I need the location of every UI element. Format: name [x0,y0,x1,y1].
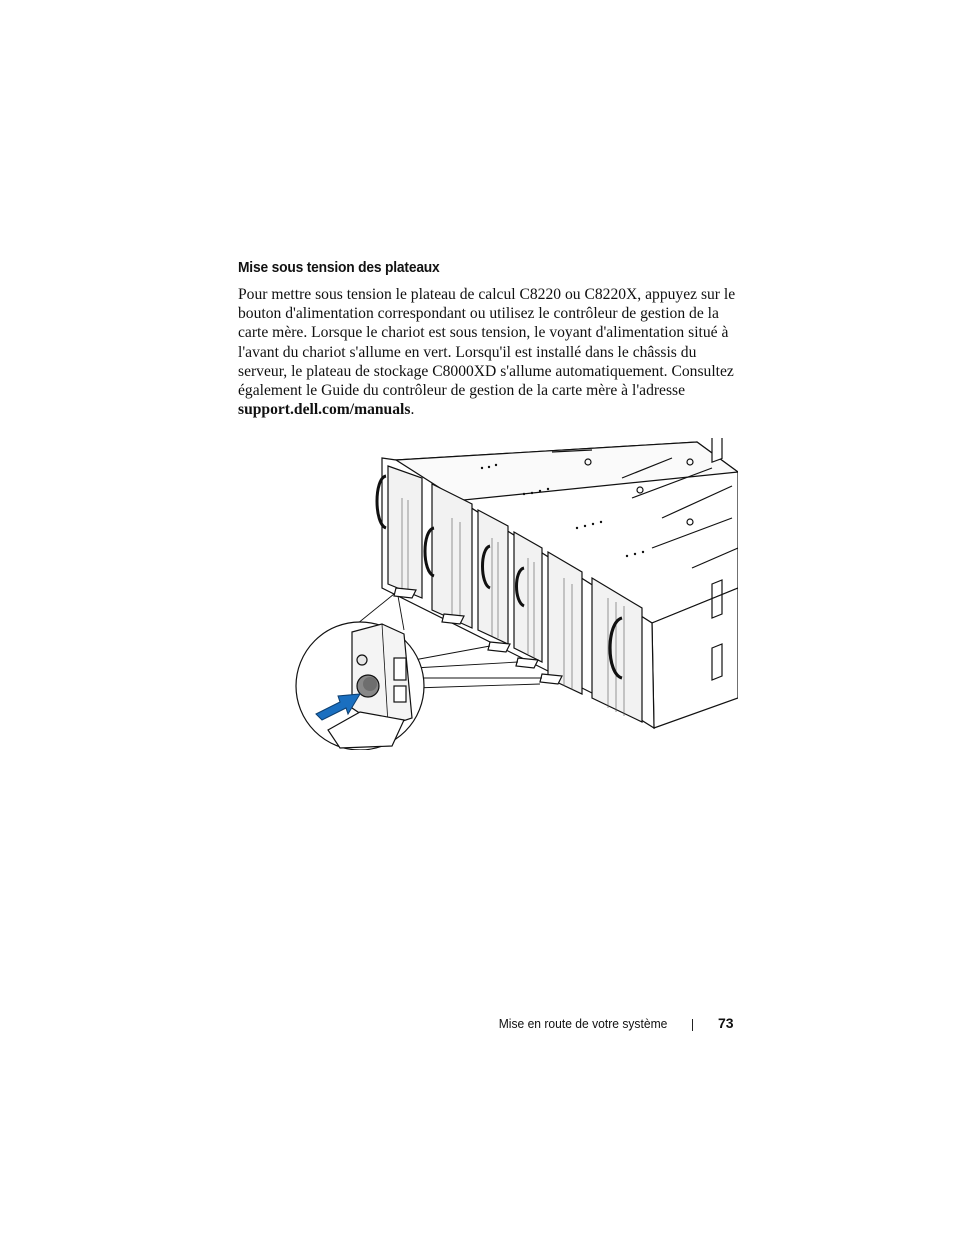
page-number: 73 [718,1015,734,1031]
manuals-link[interactable]: support.dell.com/manuals [238,401,411,419]
section-heading: Mise sous tension des plateaux [238,259,440,276]
body-paragraph [238,285,738,419]
paragraph-text: Pour mettre sous tension le plateau de calcul C8220 ou C8220X, appuyez sur le bouton d'alimentation correspondant ou utilisez le contrôleur de gestion de la carte mère. Lorsque le chariot est sous tension, le voyant d'alimentation situé à l'avant du chariot s'allume en vert. Lorsqu'il est installé dans le châssis du serveur, le plateau de stockage C8000XD s'allume automatiquement. Consultez également le Guide du contrôleur de gestion de la carte mère à l'adresse [238,286,736,400]
magnified-power-button [296,622,424,750]
power-button-illustration [292,438,738,750]
footer-chapter-title: Mise en route de votre système [498,1016,667,1031]
paragraph-end: . [410,401,415,419]
footer-separator [692,1019,693,1031]
page-footer [0,1015,954,1035]
